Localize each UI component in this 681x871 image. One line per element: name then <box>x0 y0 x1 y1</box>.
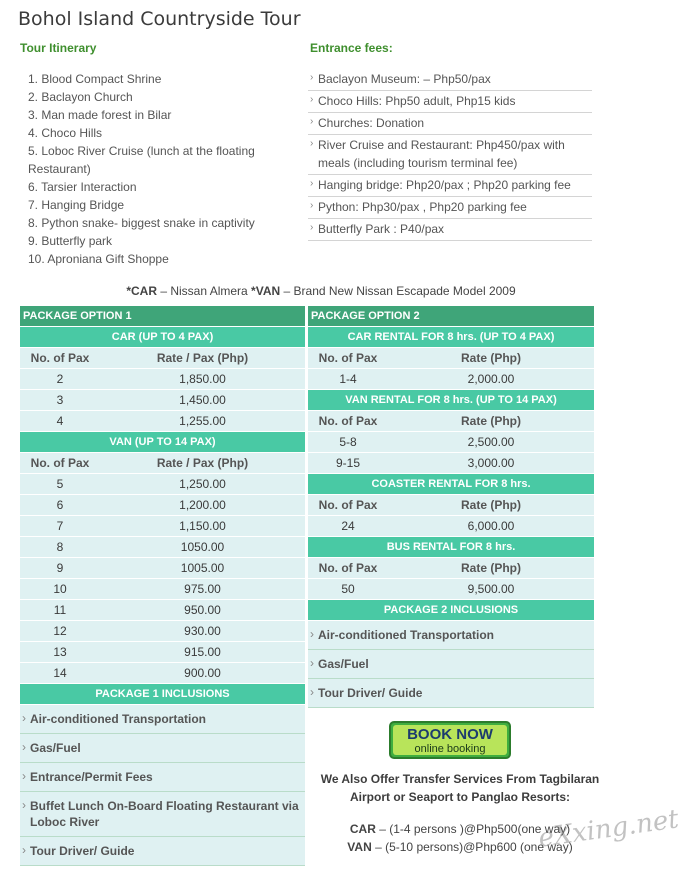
package-option-1 <box>20 306 305 866</box>
table-row <box>308 369 594 390</box>
pax-cell: 6 <box>56 498 64 512</box>
pax-cell: 1-4 <box>339 372 357 386</box>
rate-cell: 1005.00 <box>180 561 225 575</box>
itinerary-item: 1. Blood Compact Shrine <box>28 72 162 86</box>
pax-cell: 2 <box>56 372 64 386</box>
table-row <box>20 537 305 558</box>
pax-column-header: No. of Pax <box>318 351 378 365</box>
table-row <box>20 600 305 621</box>
fee-item: › River Cruise and Restaurant: Php450/pax with meals (including tourism terminal fee) <box>308 135 592 175</box>
transfer-rate: – (1-4 persons )@Php500(one way) <box>375 822 571 836</box>
rate-cell: 3,000.00 <box>467 456 515 470</box>
rental-section-title: BUS RENTAL FOR 8 hrs. <box>308 537 594 558</box>
rate-cell: 2,000.00 <box>467 372 515 386</box>
book-now-button[interactable] <box>389 721 511 759</box>
pax-cell: 13 <box>53 645 67 659</box>
fee-item: › Churches: Donation <box>308 113 592 135</box>
pax-cell: 10 <box>53 582 67 596</box>
table-row <box>20 663 305 684</box>
fees-list <box>308 69 592 241</box>
rate-column-header: Rate (Php) <box>461 351 521 365</box>
pax-column-header: No. of Pax <box>30 456 90 470</box>
fee-item: › Choco Hills: Php50 adult, Php15 kids <box>308 91 592 113</box>
pax-cell: 50 <box>341 582 355 596</box>
rate-cell: 1,450.00 <box>179 393 226 407</box>
pax-column-header: No. of Pax <box>318 561 378 575</box>
pax-cell: 9 <box>56 561 64 575</box>
package-1-header: PACKAGE OPTION 1 <box>20 306 305 327</box>
pax-cell: 24 <box>341 519 355 533</box>
rate-cell: 950.00 <box>184 603 221 617</box>
itinerary-item: 3. Man made forest in Bilar <box>28 108 172 122</box>
itinerary-item: 5. Loboc River Cruise (lunch at the floating Restaurant) <box>28 144 255 176</box>
table-row <box>20 474 305 495</box>
table-header-row <box>308 558 594 579</box>
pax-column-header: No. of Pax <box>318 414 378 428</box>
rental-section-title: VAN RENTAL FOR 8 hrs. (UP TO 14 PAX) <box>308 390 594 411</box>
itinerary-item: 2. Baclayon Church <box>28 90 133 104</box>
table-row <box>20 516 305 537</box>
vehicle-note <box>0 284 642 298</box>
rate-cell: 1,150.00 <box>179 519 226 533</box>
van-note-label: *VAN <box>251 284 281 298</box>
table-row <box>308 432 594 453</box>
fee-item: › Baclayon Museum: – Php50/pax <box>308 69 592 91</box>
rate-column-header: Rate / Pax (Php) <box>156 351 249 365</box>
book-now-inner <box>393 725 507 755</box>
rental-section-title: COASTER RENTAL FOR 8 hrs. <box>308 474 594 495</box>
inclusion-item: › Gas/Fuel <box>20 734 305 763</box>
car-note-text: – Nissan Almera <box>157 284 252 298</box>
transfer-offer: We Also Offer Transfer Services From Tagbilaran Airport or Seaport to Panglao Resorts: <box>320 772 600 804</box>
itinerary-item: 7. Hanging Bridge <box>28 198 125 212</box>
rate-column-header: Rate (Php) <box>461 414 521 428</box>
inclusion-item: › Buffet Lunch On-Board Floating Restaurant via Loboc River <box>20 792 305 837</box>
van-note-text: – Brand New Nissan Escapade Model 2009 <box>280 284 516 298</box>
pax-cell: 14 <box>53 666 67 680</box>
pax-cell: 11 <box>53 603 67 617</box>
rate-cell: 915.00 <box>184 645 221 659</box>
package-2-header: PACKAGE OPTION 2 <box>308 306 594 327</box>
rate-cell: 6,000.00 <box>467 519 515 533</box>
fee-item: › Python: Php30/pax , Php20 parking fee <box>308 197 592 219</box>
inclusion-item: › Air-conditioned Transportation <box>20 705 305 734</box>
table-row <box>20 411 305 432</box>
page-title: Bohol Island Countryside Tour <box>18 8 301 30</box>
table-row <box>20 579 305 600</box>
inclusion-item: › Air-conditioned Transportation <box>308 621 594 650</box>
itinerary-item: 8. Python snake- biggest snake in captivity <box>28 216 255 230</box>
book-now-label: BOOK NOW <box>407 726 493 743</box>
car-note-label: *CAR <box>126 284 157 298</box>
pax-cell: 5 <box>56 477 64 491</box>
pax-cell: 4 <box>56 414 64 428</box>
rate-column-header: Rate (Php) <box>461 498 521 512</box>
rate-column-header: Rate / Pax (Php) <box>156 456 249 470</box>
table-row <box>308 453 594 474</box>
itinerary-heading: Tour Itinerary <box>20 41 97 55</box>
transfer-rate: – (5-10 persons)@Php600 (one way) <box>371 840 573 854</box>
pax-column-header: No. of Pax <box>318 498 378 512</box>
itinerary-item: 4. Choco Hills <box>28 126 103 140</box>
table-row <box>308 516 594 537</box>
pax-cell: 7 <box>56 519 64 533</box>
pax-cell: 8 <box>56 540 64 554</box>
table-header-row <box>308 495 594 516</box>
online-booking-label: online booking <box>414 743 486 755</box>
transfer-vehicle: VAN <box>347 840 372 854</box>
itinerary-list <box>28 70 298 268</box>
itinerary-item: 10. Apronianа Gift Shoppe <box>28 252 169 266</box>
rate-cell: 1,850.00 <box>179 372 226 386</box>
inclusion-item: › Tour Driver/ Guide <box>20 837 305 866</box>
pax-cell: 5-8 <box>339 435 357 449</box>
rate-cell: 930.00 <box>184 624 221 638</box>
table-row <box>20 369 305 390</box>
rate-cell: 1,200.00 <box>179 498 226 512</box>
rate-cell: 900.00 <box>184 666 221 680</box>
package-1-inclusions-title: PACKAGE 1 INCLUSIONS <box>20 684 305 705</box>
rate-cell: 1050.00 <box>180 540 225 554</box>
table-row <box>20 495 305 516</box>
pax-cell: 9-15 <box>335 456 361 470</box>
itinerary-item: 9. Butterfly park <box>28 234 113 248</box>
watermark: eXxing.net <box>536 804 681 854</box>
table-row <box>20 390 305 411</box>
rate-cell: 9,500.00 <box>467 582 515 596</box>
car-section-title: CAR (UP TO 4 PAX) <box>20 327 305 348</box>
inclusion-item: › Tour Driver/ Guide <box>308 679 594 708</box>
package-2-inclusions-title: PACKAGE 2 INCLUSIONS <box>308 600 594 621</box>
inclusion-item: › Entrance/Permit Fees <box>20 763 305 792</box>
table-row <box>20 558 305 579</box>
fees-heading: Entrance fees: <box>310 41 393 55</box>
fee-item: › Hanging bridge: Php20/pax ; Php20 parking fee <box>308 175 592 197</box>
table-header-row <box>308 411 594 432</box>
transfer-vehicle: CAR <box>349 822 376 836</box>
rate-cell: 1,255.00 <box>179 414 226 428</box>
table-header-row <box>20 348 305 369</box>
pax-column-header: No. of Pax <box>30 351 90 365</box>
inclusion-item: › Gas/Fuel <box>308 650 594 679</box>
pax-cell: 3 <box>56 393 64 407</box>
table-row <box>308 579 594 600</box>
package-option-2 <box>308 306 594 708</box>
rental-section-title: CAR RENTAL FOR 8 hrs. (UP TO 4 PAX) <box>308 327 594 348</box>
rate-cell: 2,500.00 <box>467 435 515 449</box>
table-header-row <box>20 453 305 474</box>
rate-cell: 1,250.00 <box>179 477 226 491</box>
table-row <box>20 642 305 663</box>
table-row <box>20 621 305 642</box>
pax-cell: 12 <box>53 624 67 638</box>
rate-cell: 975.00 <box>184 582 221 596</box>
van-section-title: VAN (UP TO 14 PAX) <box>20 432 305 453</box>
itinerary-item: 6. Tarsier Interaction <box>28 180 137 194</box>
rate-column-header: Rate (Php) <box>461 561 521 575</box>
fee-item: › Butterfly Park : P40/pax <box>308 219 592 241</box>
table-header-row <box>308 348 594 369</box>
